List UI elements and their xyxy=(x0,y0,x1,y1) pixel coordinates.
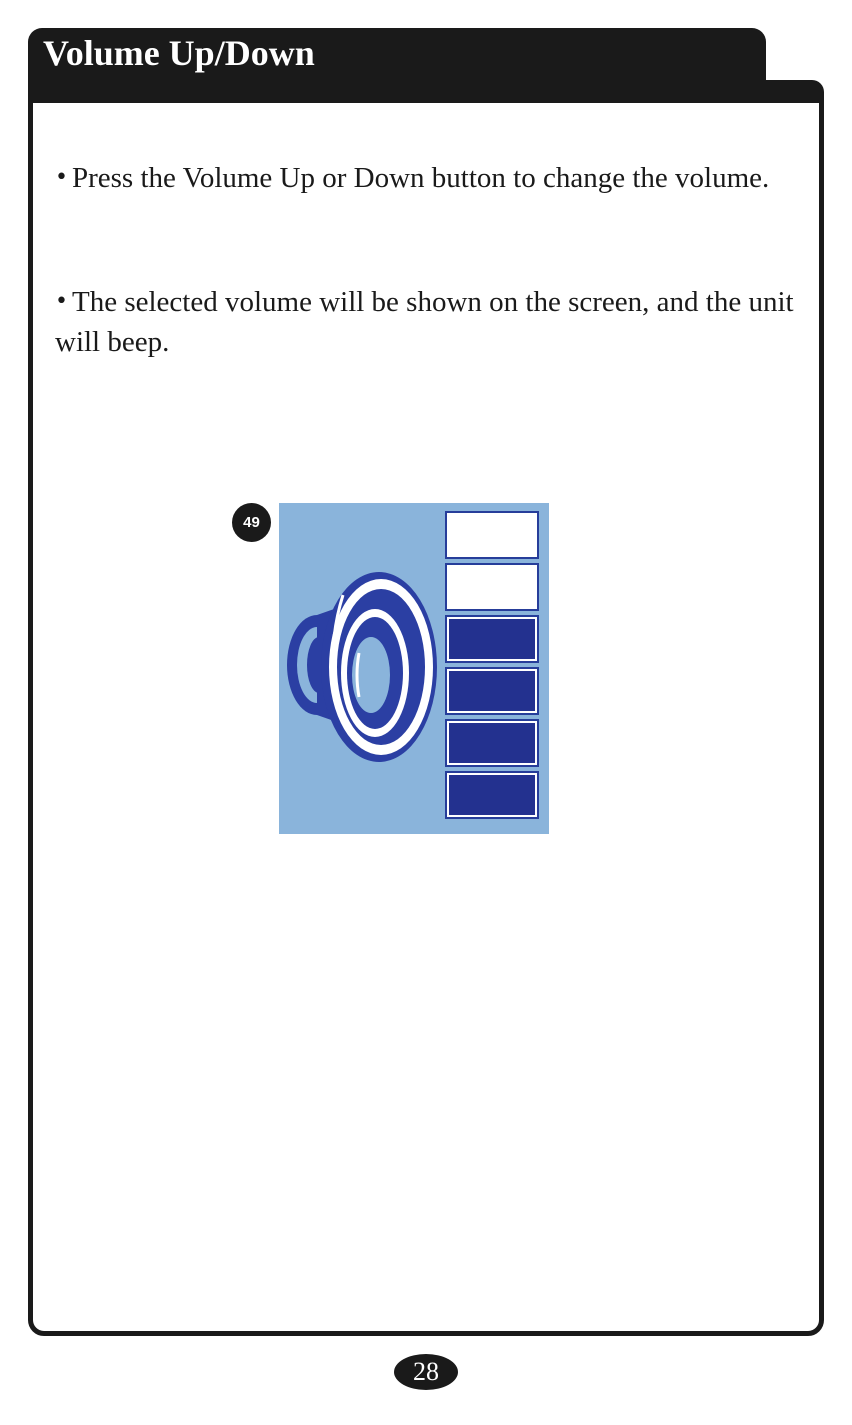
volume-bar-filled xyxy=(445,615,539,663)
volume-bar-empty xyxy=(445,563,539,611)
bullet-icon: • xyxy=(55,165,68,190)
volume-bar-empty xyxy=(445,511,539,559)
bullet-icon: • xyxy=(55,289,68,314)
header-bar xyxy=(28,80,824,103)
volume-screen-illustration xyxy=(279,503,549,834)
page-number: 28 xyxy=(394,1354,458,1390)
volume-bar-filled xyxy=(445,771,539,819)
instruction-text: The selected volume will be shown on the screen, and the unit will beep. xyxy=(55,286,794,358)
volume-bar-filled xyxy=(445,667,539,715)
volume-bar-filled xyxy=(445,719,539,767)
page-title: Volume Up/Down xyxy=(43,33,315,73)
callout-number: 49 xyxy=(232,503,271,542)
instruction-bullet xyxy=(55,158,795,198)
instruction-text: Press the Volume Up or Down button to change the volume. xyxy=(71,162,770,194)
instruction-bullet xyxy=(55,282,795,362)
